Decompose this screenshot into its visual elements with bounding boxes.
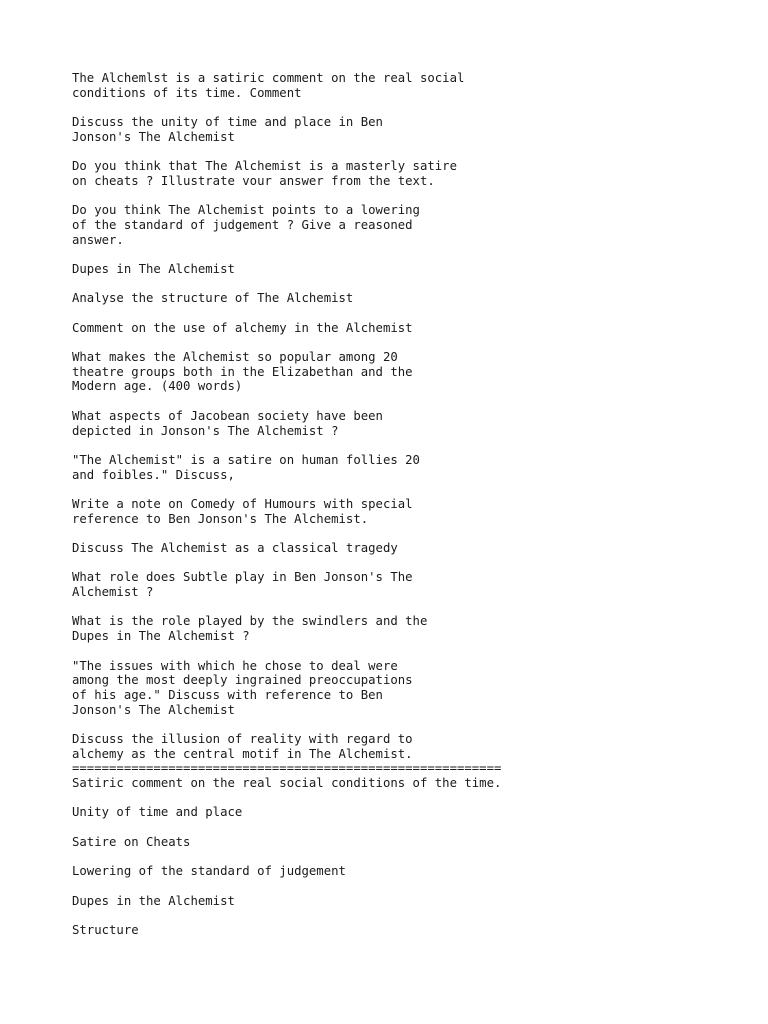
question-block	[72, 732, 768, 761]
topic-block	[72, 776, 768, 791]
question-block	[72, 291, 768, 306]
question-line: reference to Ben Jonson's The Alchemist.	[72, 511, 369, 526]
question-line: Jonson's The Alchemist	[72, 702, 235, 717]
question-block	[72, 409, 768, 438]
question-line: and foibles." Discuss,	[72, 467, 235, 482]
question-block	[72, 350, 768, 394]
topic-line: Structure	[72, 922, 139, 937]
question-block	[72, 570, 768, 599]
question-line: of his age." Discuss with reference to Ben	[72, 687, 383, 702]
separator-line: ==========================================================	[72, 761, 502, 776]
question-block	[72, 159, 768, 188]
question-line: conditions of its time. Comment	[72, 85, 302, 100]
topic-block	[72, 894, 768, 909]
question-line: Jonson's The Alchemist	[72, 129, 235, 144]
question-block	[72, 115, 768, 144]
topic-line: Satire on Cheats	[72, 834, 191, 849]
question-line: Dupes in The Alchemist	[72, 261, 235, 276]
question-line: of the standard of judgement ? Give a reasoned	[72, 217, 413, 232]
question-line: Discuss the illusion of reality with regard to	[72, 731, 413, 746]
question-line: Analyse the structure of The Alchemist	[72, 291, 354, 306]
question-line: What role does Subtle play in Ben Jonson's The	[72, 570, 413, 585]
question-line: "The Alchemist" is a satire on human follies 20	[72, 452, 420, 467]
question-block	[72, 203, 768, 247]
question-block	[72, 541, 768, 556]
question-line: theatre groups both in the Elizabethan and the	[72, 364, 413, 379]
question-line: Dupes in The Alchemist ?	[72, 629, 250, 644]
question-block	[72, 321, 768, 336]
topic-block	[72, 835, 768, 850]
topic-line: Lowering of the standard of judgement	[72, 864, 346, 879]
question-block	[72, 453, 768, 482]
question-block	[72, 659, 768, 718]
question-line: answer.	[72, 232, 124, 247]
question-line: What is the role played by the swindlers and the	[72, 614, 428, 629]
question-line: depicted in Jonson's The Alchemist ?	[72, 423, 339, 438]
topic-line: Dupes in the Alchemist	[72, 893, 235, 908]
question-line: What makes the Alchemist so popular among 20	[72, 350, 398, 365]
question-line: among the most deeply ingrained preoccupations	[72, 673, 413, 688]
question-block	[72, 614, 768, 643]
question-line: Modern age. (400 words)	[72, 379, 243, 394]
question-line: Alchemist ?	[72, 585, 154, 600]
question-block	[72, 262, 768, 277]
question-block	[72, 497, 768, 526]
question-line: Comment on the use of alchemy in the Alchemist	[72, 320, 413, 335]
question-line: Write a note on Comedy of Humours with special	[72, 496, 413, 511]
question-line: The Alchemlst is a satiric comment on the real social	[72, 71, 465, 85]
topic-block	[72, 805, 768, 820]
topic-block	[72, 864, 768, 879]
question-line: Discuss the unity of time and place in Ben	[72, 115, 383, 130]
question-block	[72, 71, 768, 100]
question-line: What aspects of Jacobean society have been	[72, 408, 383, 423]
topic-line: Satiric comment on the real social conditions of the time.	[72, 776, 502, 790]
topic-line: Unity of time and place	[72, 805, 243, 820]
question-line: "The issues with which he chose to deal were	[72, 658, 398, 673]
topic-block	[72, 923, 768, 938]
question-line: Do you think The Alchemist points to a lowering	[72, 203, 420, 218]
question-line: alchemy as the central motif in The Alchemist.	[72, 746, 413, 761]
question-line: Discuss The Alchemist as a classical tragedy	[72, 541, 398, 555]
question-line: Do you think that The Alchemist is a masterly satire	[72, 159, 457, 174]
question-line: on cheats ? Illustrate vour answer from the text.	[72, 173, 435, 188]
